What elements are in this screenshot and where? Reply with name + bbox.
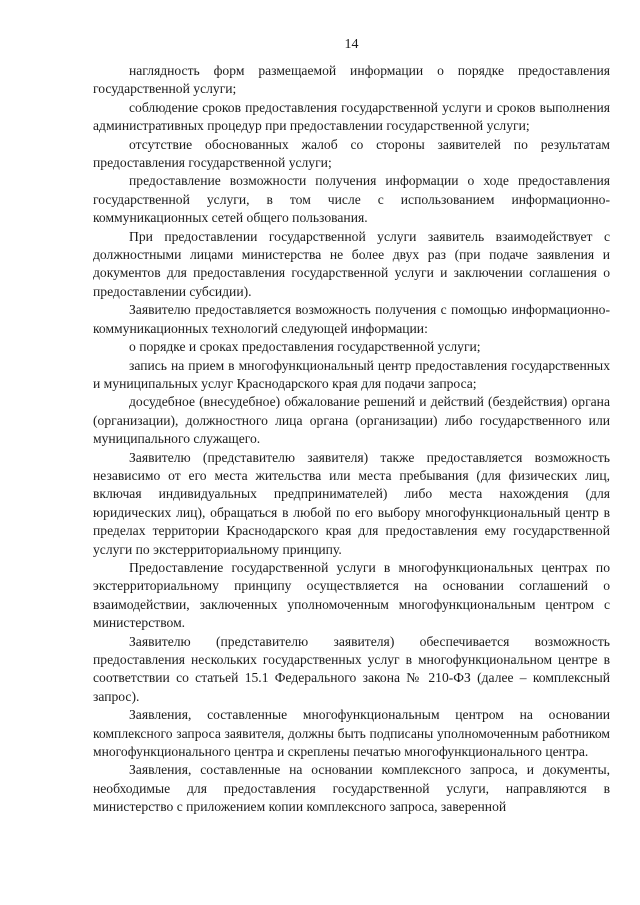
paragraph: Предоставление государственной услуги в многофункциональных центрах по экстерриториальному принципу осуществляется на основании соглашений о взаимодействии, заключенных уполномоченным многофункциональным центром с министерством.	[93, 559, 610, 631]
paragraph: отсутствие обоснованных жалоб со стороны заявителей по результатам предоставления государственной услуги;	[93, 136, 610, 171]
paragraph: досудебное (внесудебное) обжалование решений и действий (бездействия) органа (организации), должностного лица органа (организации) либо государственного или муниципального служащего.	[93, 394, 610, 447]
paragraph: Заявления, составленные многофункциональным центром на основании комплексного запроса заявителя, должны быть подписаны уполномоченным работником многофункционального центра и скреплены печатью многофункционального центра.	[93, 707, 610, 760]
paragraph: соблюдение сроков предоставления государственной услуги и сроков выполнения административных процедур при предоставлении государственной услуги;	[93, 99, 610, 134]
paragraph: Заявителю (представителю заявителя) обеспечивается возможность предоставления нескольких государственных услуг в многофункциональном центре в соответствии со статьей 15.1 Федерального закона № 210-ФЗ (далее – комплексный запрос).	[93, 633, 610, 704]
paragraph: Заявителю предоставляется возможность получения с помощью информационно-коммуникационных технологий следующей информации:	[93, 302, 610, 336]
paragraph: При предоставлении государственной услуги заявитель взаимодействует с должностными лицами министерства не более двух раз (при подаче заявления и документов для предоставления государственной услуги и заключении соглашения о предоставлении субсидии).	[93, 228, 610, 299]
paragraph: запись на прием в многофункциональный центр предоставления государственных и муниципальных услуг Краснодарского края для подачи запроса;	[93, 357, 610, 391]
paragraph: Заявления, составленные на основании комплексного запроса, и документы, необходимые для предоставления государственной услуги, направляются в министерство с приложением копии комплексного запроса, заверенной	[93, 762, 610, 815]
page-number: 14	[344, 37, 359, 52]
body-text	[93, 62, 610, 817]
paragraph: предоставление возможности получения информации о ходе предоставления государственной услуги, в том числе с использованием информационно-коммуникационных сетей общего пользования.	[93, 173, 610, 226]
paragraph: Заявителю (представителю заявителя) также предоставляется возможность независимо от его места жительства или места пребывания (для физических лиц, включая индивидуальных предпринимателей) либо места нахождения (для юридических лиц), обращаться в любой по его выбору многофункциональный центр в пределах территории Краснодарского края для предоставления ему государственной услуги по экстерриториальному принципу.	[93, 449, 610, 557]
paragraph: наглядность форм размещаемой информации о порядке предоставления государственной услуги;	[93, 63, 610, 97]
paragraph: о порядке и сроках предоставления государственной услуги;	[129, 339, 481, 355]
